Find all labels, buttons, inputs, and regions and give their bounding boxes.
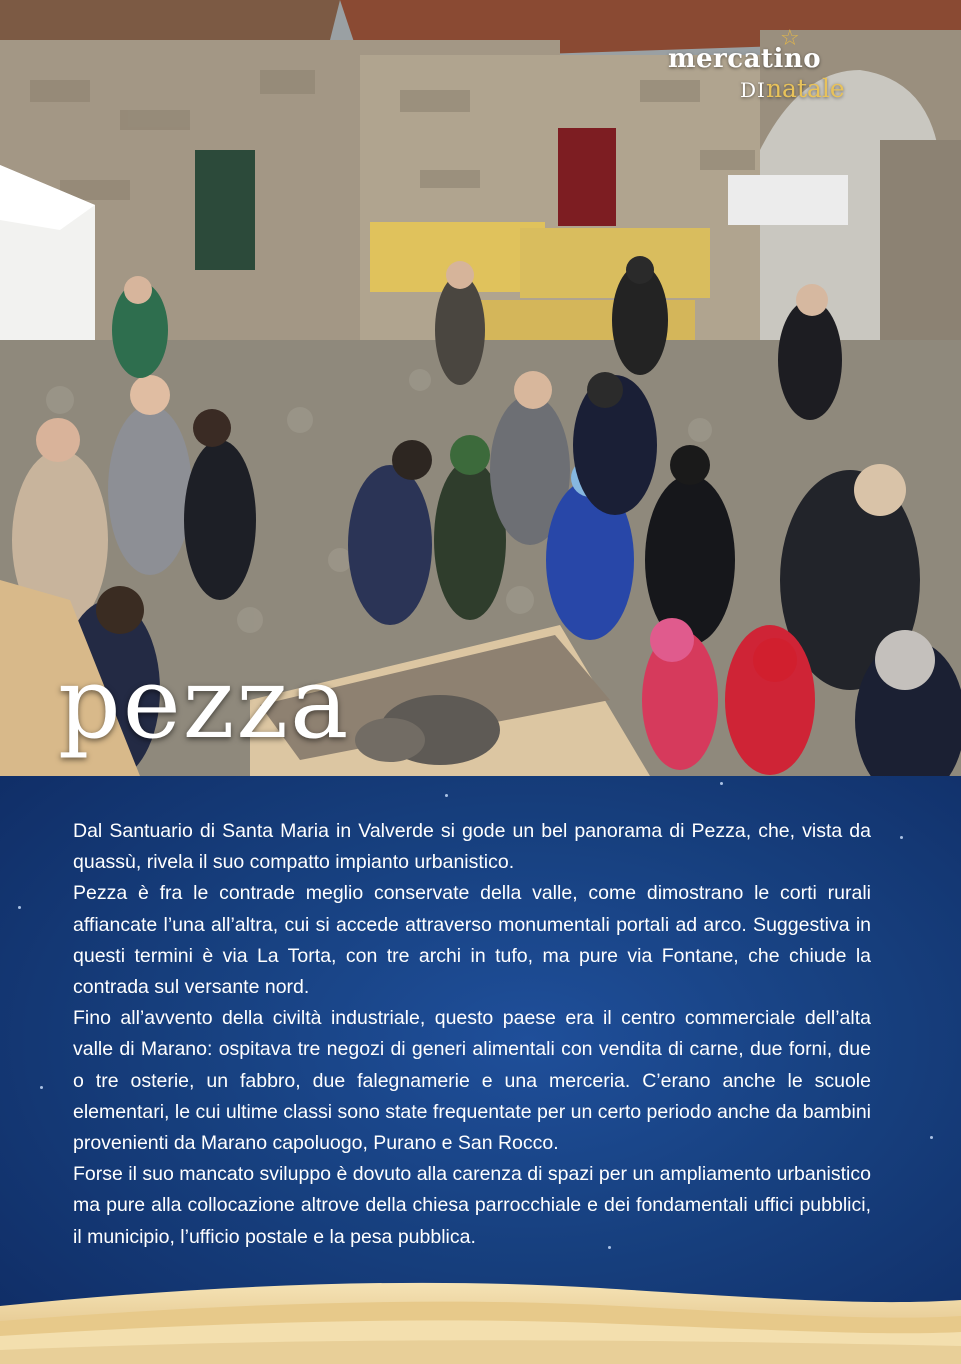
sparkle-decoration xyxy=(18,906,21,909)
sparkle-decoration xyxy=(445,794,448,797)
logo-natale: natale xyxy=(765,74,845,103)
article-body xyxy=(73,816,871,1253)
text-panel xyxy=(0,776,961,1364)
paragraph-1: Dal Santuario di Santa Maria in Valverde si gode un bel panorama di Pezza, che, vista da quassù, rivela il suo compatto impianto urbanistico. xyxy=(73,820,871,874)
paragraph-4: Forse il suo mancato sviluppo è dovuto alla carenza di spazi per un ampliamento urbanistico ma pure alla collocazione altrove della chiesa parrocchiale e dei fondamentali uffici pubblici, il municipio, l’ufficio postale e la pesa pubblica. xyxy=(73,1163,871,1248)
mercatino-di-natale-logo xyxy=(668,28,888,108)
sparkle-decoration xyxy=(40,1086,43,1089)
star-icon: ☆ xyxy=(780,26,800,51)
paragraph-3: Fino all’avvento della civiltà industriale, questo paese era il centro commerciale dell’alta valle di Marano: ospitava tre negozi di generi alimentali con vendita di carne, due forni, due o tre osterie, un fabbro, due falegnamerie e una merceria. C’erano anche le scuole elementari, le cui ultime classi sono state frequentate per un certo periodo anche da bambini provenienti da Marano capoluogo, Purano e San Rocco. xyxy=(73,1007,871,1155)
sparkle-decoration xyxy=(930,1136,933,1139)
sparkle-decoration xyxy=(900,836,903,839)
logo-di: DI xyxy=(740,78,766,102)
gold-wave-decoration xyxy=(0,1266,961,1364)
sparkle-decoration xyxy=(720,782,723,785)
paragraph-2: Pezza è fra le contrade meglio conservate della valle, come dimostrano le corti rurali affiancate l’una all’altra, cui si accede attraverso monumentali portali ad arco. Suggestiva in questi termini è via La Torta, con tre archi in tufo, ma pure via Fontane, che chiude la contrada sul versante nord. xyxy=(73,882,871,999)
page-title: pezza xyxy=(58,647,351,761)
logo-di-natale-text xyxy=(740,76,845,101)
logo-mercatino-text: mercatino xyxy=(668,44,822,74)
